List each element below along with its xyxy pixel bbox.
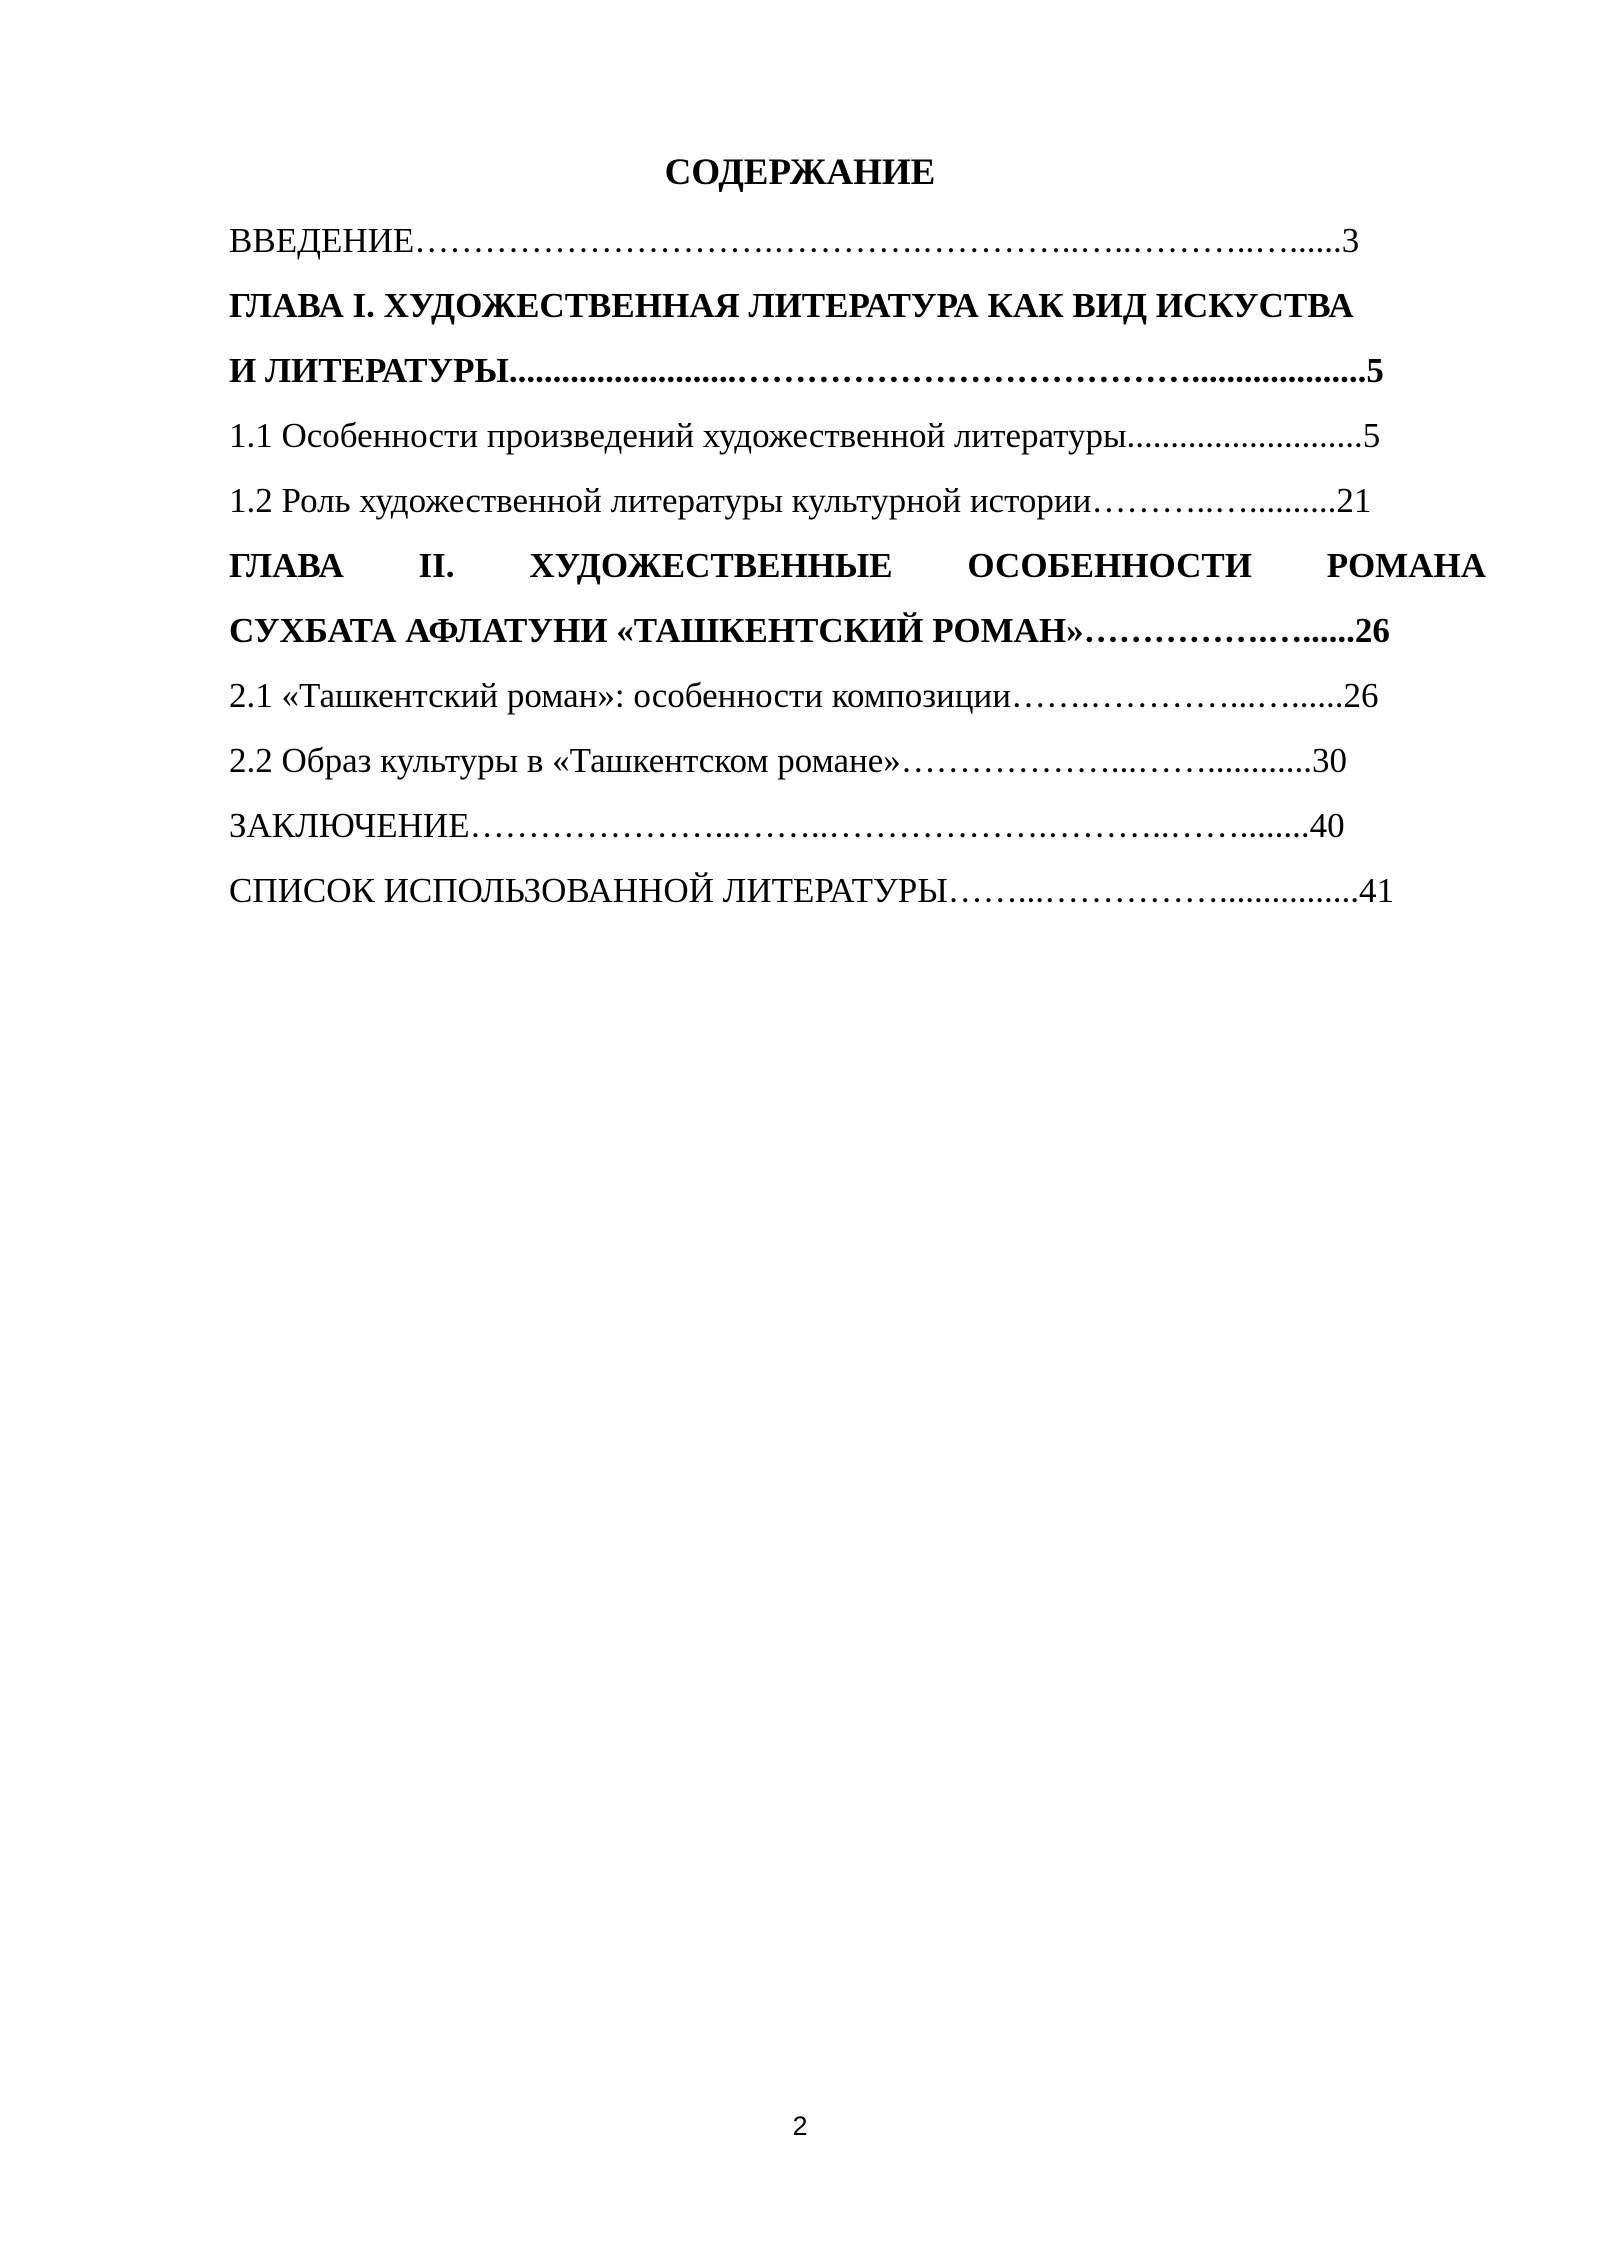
toc-word: ХУДОЖЕСТВЕННЫЕ <box>529 546 893 585</box>
toc-entry-chapter-1-line-1: ГЛАВА I. ХУДОЖЕСТВЕННАЯ ЛИТЕРАТУРА КАК ВИД ИСКУСТВА <box>229 286 1354 325</box>
toc-word: II. <box>418 546 455 585</box>
toc-entry-section-2-2: 2.2 Образ культуры в «Ташкентском романе»………………...……............30 <box>229 741 1348 780</box>
toc-entry-bibliography: СПИСОК ИСПОЛЬЗОВАННОЙ ЛИТЕРАТУРЫ……...……………................41 <box>229 871 1394 910</box>
toc-word: ГЛАВА <box>229 546 344 585</box>
toc-entry-section-1-1: 1.1 Особенности произведений художественной литературы...........................5 <box>229 416 1381 455</box>
toc-entry-chapter-2-line-2: СУХБАТА АФЛАТУНИ «ТАШКЕНТСКИЙ РОМАН»…………….…......26 <box>229 611 1390 650</box>
toc-entry-conclusion: ЗАКЛЮЧЕНИЕ…………………...……..……………….………..……........40 <box>229 806 1345 845</box>
toc-entry-chapter-2-line-1 <box>229 533 1486 598</box>
page-title: СОДЕРЖАНИЕ <box>664 152 936 193</box>
toc-entry-section-1-2: 1.2 Роль художественной литературы культурной истории………..…..........21 <box>229 481 1372 520</box>
page-number: 2 <box>792 2111 808 2141</box>
toc-entry-introduction: ВВЕДЕНИЕ………………………….………….…………..…..………..…......3 <box>229 221 1360 260</box>
toc-word: РОМАНА <box>1326 546 1486 585</box>
toc-entry-chapter-1-line-2: И ЛИТЕРАТУРЫ..........................…………………………………....................5 <box>229 351 1384 390</box>
toc-word: ОСОБЕННОСТИ <box>967 546 1252 585</box>
toc-entry-section-2-1: 2.1 «Ташкентский роман»: особенности композиции…….…………...…......26 <box>229 676 1379 715</box>
table-of-contents <box>229 208 1486 923</box>
